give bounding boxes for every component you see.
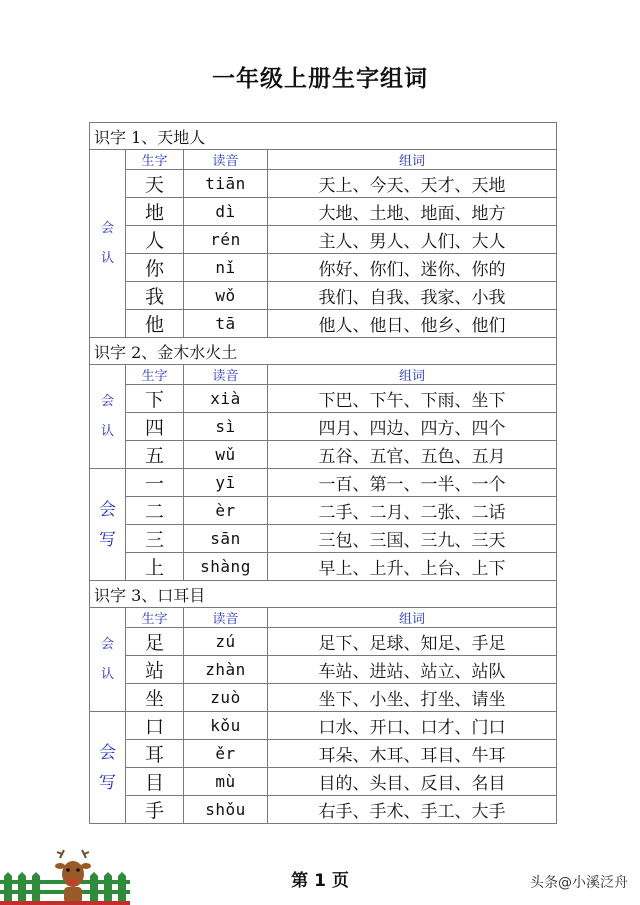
- section-heading-row: [90, 123, 557, 150]
- words-cell: 足下、足球、知足、手足: [268, 628, 557, 656]
- character-cell: 人: [126, 226, 184, 254]
- character-cell: 他: [126, 310, 184, 338]
- character-cell: 足: [126, 628, 184, 656]
- table-row: [90, 684, 557, 712]
- words-cell: 主人、男人、人们、大人: [268, 226, 557, 254]
- words-cell: 右手、手术、手工、大手: [268, 796, 557, 824]
- table-row: [90, 282, 557, 310]
- words-cell: 我们、自我、我家、小我: [268, 282, 557, 310]
- pinyin-cell: sān: [184, 525, 268, 553]
- table-row: [90, 441, 557, 469]
- character-cell: 耳: [126, 740, 184, 768]
- table-row: [90, 740, 557, 768]
- words-cell: 一百、第一、一半、一个: [268, 469, 557, 497]
- column-header-row: [90, 608, 557, 628]
- section-heading-row: [90, 581, 557, 608]
- section-heading: 识字 1、天地人: [90, 123, 557, 150]
- category-label: [90, 712, 126, 824]
- character-cell: 四: [126, 413, 184, 441]
- pinyin-cell: nǐ: [184, 254, 268, 282]
- words-cell: 坐下、小坐、打坐、请坐: [268, 684, 557, 712]
- section-heading-row: [90, 338, 557, 365]
- character-cell: 地: [126, 198, 184, 226]
- character-cell: 上: [126, 553, 184, 581]
- character-cell: 三: [126, 525, 184, 553]
- words-cell: 目的、头目、反目、名目: [268, 768, 557, 796]
- header-words: 组词: [268, 365, 557, 385]
- words-cell: 四月、四边、四方、四个: [268, 413, 557, 441]
- section-heading: 识字 2、金木水火土: [90, 338, 557, 365]
- character-cell: 目: [126, 768, 184, 796]
- category-char: 写: [99, 772, 116, 793]
- header-pinyin: 读音: [184, 365, 268, 385]
- header-char: 生字: [126, 365, 184, 385]
- watermark: 头条@小溪泛舟: [530, 875, 628, 891]
- pinyin-cell: shǒu: [184, 796, 268, 824]
- character-cell: 你: [126, 254, 184, 282]
- pinyin-cell: xià: [184, 385, 268, 413]
- pinyin-cell: èr: [184, 497, 268, 525]
- words-cell: 天上、今天、天才、天地: [268, 170, 557, 198]
- words-cell: 口水、开口、口才、门口: [268, 712, 557, 740]
- table-row: [90, 525, 557, 553]
- category-label: [90, 150, 126, 338]
- words-cell: 车站、进站、站立、站队: [268, 656, 557, 684]
- character-cell: 坐: [126, 684, 184, 712]
- pinyin-cell: shàng: [184, 553, 268, 581]
- words-cell: 耳朵、木耳、耳目、牛耳: [268, 740, 557, 768]
- category-char: 会: [99, 499, 116, 520]
- pinyin-cell: tiān: [184, 170, 268, 198]
- table-row: [90, 553, 557, 581]
- header-pinyin: 读音: [184, 608, 268, 628]
- category-char: 认: [100, 666, 114, 682]
- pinyin-cell: zú: [184, 628, 268, 656]
- words-cell: 二手、二月、二张、二话: [268, 497, 557, 525]
- table-row: [90, 712, 557, 740]
- table-row: [90, 796, 557, 824]
- words-cell: 五谷、五官、五色、五月: [268, 441, 557, 469]
- pinyin-cell: yī: [184, 469, 268, 497]
- pinyin-cell: sì: [184, 413, 268, 441]
- table-row: [90, 198, 557, 226]
- category-label: [90, 608, 126, 712]
- table-row: [90, 628, 557, 656]
- table-row: [90, 385, 557, 413]
- pinyin-cell: zhàn: [184, 656, 268, 684]
- header-words: 组词: [268, 150, 557, 170]
- category-char: 会: [100, 393, 114, 409]
- words-cell: 大地、土地、地面、地方: [268, 198, 557, 226]
- column-header-row: [90, 150, 557, 170]
- table-row: [90, 469, 557, 497]
- words-cell: 他人、他日、他乡、他们: [268, 310, 557, 338]
- pinyin-cell: rén: [184, 226, 268, 254]
- table-row: [90, 656, 557, 684]
- category-char: 写: [99, 529, 116, 550]
- words-cell: 你好、你们、迷你、你的: [268, 254, 557, 282]
- character-cell: 口: [126, 712, 184, 740]
- character-cell: 五: [126, 441, 184, 469]
- words-cell: 三包、三国、三九、三天: [268, 525, 557, 553]
- header-char: 生字: [126, 150, 184, 170]
- pinyin-cell: tā: [184, 310, 268, 338]
- category-char: 会: [100, 220, 114, 236]
- section-heading: 识字 3、口耳目: [90, 581, 557, 608]
- pinyin-cell: mù: [184, 768, 268, 796]
- character-cell: 下: [126, 385, 184, 413]
- table-row: [90, 310, 557, 338]
- table-row: [90, 768, 557, 796]
- table-row: [90, 497, 557, 525]
- character-cell: 二: [126, 497, 184, 525]
- vocabulary-table: [89, 122, 556, 824]
- page-title: 一年级上册生字组词: [212, 66, 428, 92]
- table-row: [90, 170, 557, 198]
- pinyin-cell: dì: [184, 198, 268, 226]
- character-cell: 站: [126, 656, 184, 684]
- character-cell: 手: [126, 796, 184, 824]
- header-pinyin: 读音: [184, 150, 268, 170]
- column-header-row: [90, 365, 557, 385]
- header-words: 组词: [268, 608, 557, 628]
- words-cell: 下巴、下午、下雨、坐下: [268, 385, 557, 413]
- table-row: [90, 254, 557, 282]
- pinyin-cell: ěr: [184, 740, 268, 768]
- table-row: [90, 226, 557, 254]
- category-char: 认: [100, 423, 114, 439]
- category-char: 会: [99, 742, 116, 763]
- pinyin-cell: zuò: [184, 684, 268, 712]
- pinyin-cell: wǒ: [184, 282, 268, 310]
- character-cell: 一: [126, 469, 184, 497]
- pinyin-cell: wǔ: [184, 441, 268, 469]
- ground-stripe: [0, 901, 130, 905]
- words-cell: 早上、上升、上台、上下: [268, 553, 557, 581]
- category-label: [90, 469, 126, 581]
- category-char: 认: [100, 250, 114, 266]
- header-char: 生字: [126, 608, 184, 628]
- character-cell: 我: [126, 282, 184, 310]
- page-number: 第 1 页: [291, 871, 349, 891]
- pinyin-cell: kǒu: [184, 712, 268, 740]
- category-char: 会: [100, 636, 114, 652]
- category-label: [90, 365, 126, 469]
- character-cell: 天: [126, 170, 184, 198]
- table-row: [90, 413, 557, 441]
